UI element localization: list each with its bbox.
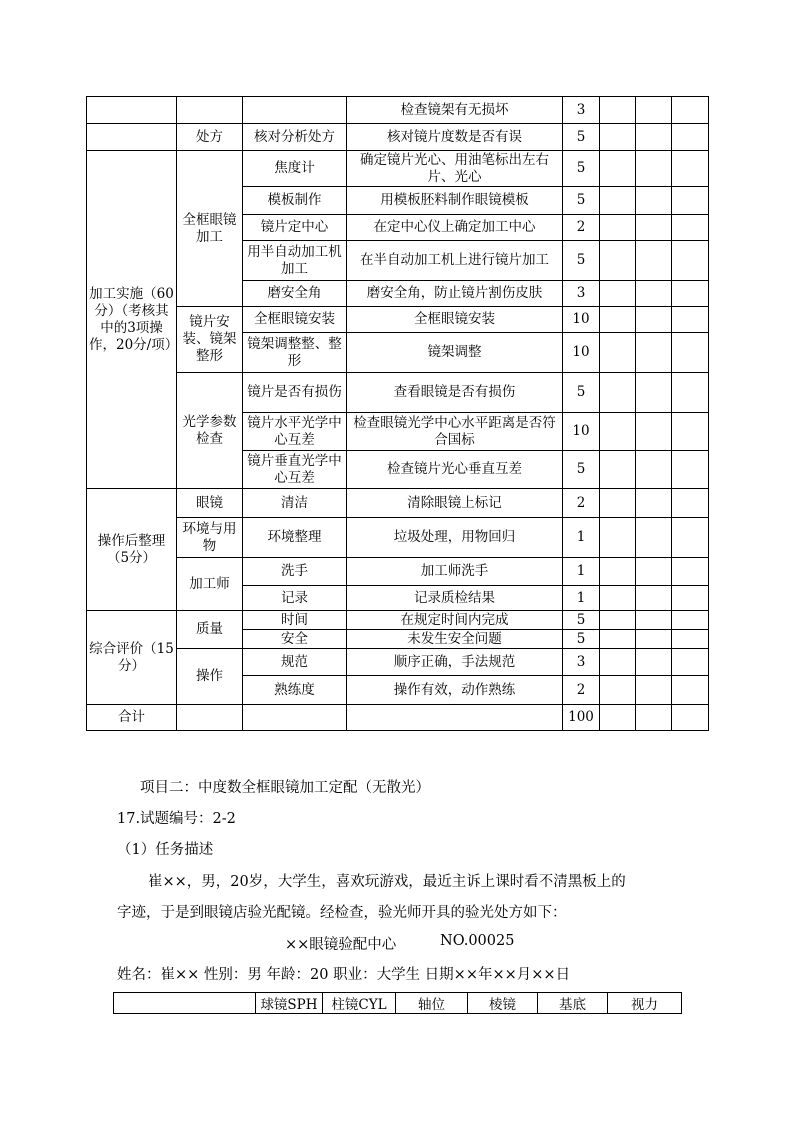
sub-cell: 眼镜 — [177, 489, 243, 518]
score-cell: 2 — [563, 489, 600, 518]
table-row — [87, 649, 709, 676]
op-cell: 洗手 — [243, 558, 347, 586]
center-name: ××眼镜验配中心 — [285, 937, 397, 953]
score-cell: 1 — [563, 586, 600, 611]
item-cell: 核对镜片度数是否有误 — [347, 124, 563, 151]
item-cell: 磨安全角，防止镜片割伤皮肤 — [347, 281, 563, 307]
table-row — [87, 558, 709, 586]
item-cell: 垃圾处理，用物回归 — [347, 518, 563, 558]
score-cell: 2 — [563, 676, 600, 705]
score-cell: 5 — [563, 611, 600, 630]
op-cell: 焦度计 — [243, 151, 347, 187]
header-cell: 柱镜CYL — [323, 993, 396, 1014]
score-cell: 5 — [563, 151, 600, 187]
task-heading: （1）任务描述 — [117, 842, 214, 858]
score-cell: 3 — [563, 97, 600, 124]
table-row — [87, 97, 709, 124]
score-table — [86, 96, 709, 731]
item-cell: 清除眼镜上标记 — [347, 489, 563, 518]
item-cell: 记录质检结果 — [347, 586, 563, 611]
op-cell: 记录 — [243, 586, 347, 611]
score-cell: 10 — [563, 333, 600, 373]
prescription-table — [113, 992, 682, 1014]
score-cell: 3 — [563, 281, 600, 307]
header-cell: 球镜SPH — [256, 993, 323, 1014]
table-row — [87, 373, 709, 413]
op-cell: 用半自动加工机加工 — [243, 241, 347, 281]
paragraph-line-1: 崔××，男，20岁，大学生，喜欢玩游戏，最近主诉上课时看不清黑板上的 — [148, 874, 626, 890]
table-row — [87, 518, 709, 558]
item-cell: 未发生安全问题 — [347, 630, 563, 649]
sub-cell: 镜片安装、镜架整形 — [177, 307, 243, 373]
table-row — [87, 307, 709, 333]
sub-cell: 环境与用物 — [177, 518, 243, 558]
item-cell: 在定中心仪上确定加工中心 — [347, 215, 563, 241]
op-cell: 熟练度 — [243, 676, 347, 705]
item-cell: 确定镜片光心、用油笔标出左右片、光心 — [347, 151, 563, 187]
header-cell — [114, 993, 256, 1014]
table-row — [87, 705, 709, 731]
item-cell: 检查镜片光心垂直互差 — [347, 451, 563, 489]
table-row — [87, 151, 709, 187]
score-cell: 5 — [563, 241, 600, 281]
section-label: 综合评价（15分） — [87, 611, 177, 705]
op-cell: 镜片垂直光学中心互差 — [243, 451, 347, 489]
item-cell: 加工师洗手 — [347, 558, 563, 586]
sub-cell: 全框眼镜加工 — [177, 151, 243, 307]
score-cell: 10 — [563, 307, 600, 333]
table-row — [87, 489, 709, 518]
sub-cell: 加工师 — [177, 558, 243, 611]
project-title: 项目二：中度数全框眼镜加工定配（无散光） — [140, 780, 430, 796]
item-cell: 查看眼镜是否有损伤 — [347, 373, 563, 413]
section-label: 加工实施（60分）（考核其中的3项操作，20分/项） — [87, 151, 177, 489]
op-cell: 环境整理 — [243, 518, 347, 558]
table-row — [87, 611, 709, 630]
op-cell: 镜架调整整、整形 — [243, 333, 347, 373]
score-cell: 5 — [563, 124, 600, 151]
op-cell: 镜片水平光学中心互差 — [243, 413, 347, 451]
op-cell: 模板制作 — [243, 187, 347, 215]
op-cell: 镜片定中心 — [243, 215, 347, 241]
score-cell: 2 — [563, 215, 600, 241]
item-cell: 在规定时间内完成 — [347, 611, 563, 630]
sub-cell: 操作 — [177, 649, 243, 705]
score-cell: 5 — [563, 451, 600, 489]
table-row — [114, 993, 682, 1014]
item-cell: 在半自动加工机上进行镜片加工 — [347, 241, 563, 281]
score-cell: 5 — [563, 373, 600, 413]
item-cell: 检查镜架有无损坏 — [347, 97, 563, 124]
op-cell: 安全 — [243, 630, 347, 649]
item-cell: 全框眼镜安装 — [347, 307, 563, 333]
op-cell: 镜片是否有损伤 — [243, 373, 347, 413]
op-cell: 清洁 — [243, 489, 347, 518]
item-cell: 检查眼镜光学中心水平距离是否符合国标 — [347, 413, 563, 451]
header-cell: 视力 — [608, 993, 682, 1014]
item-cell: 操作有效，动作熟练 — [347, 676, 563, 705]
op-cell: 核对分析处方 — [243, 124, 347, 151]
op-cell: 规范 — [243, 649, 347, 676]
score-cell: 1 — [563, 518, 600, 558]
paragraph-line-2: 字迹，于是到眼镜店验光配镜。经检查，验光师开具的验光处方如下： — [117, 905, 567, 921]
header-cell: 轴位 — [396, 993, 468, 1014]
score-cell: 10 — [563, 413, 600, 451]
item-number: 17.试题编号：2-2 — [117, 811, 236, 827]
op-cell: 时间 — [243, 611, 347, 630]
score-cell: 1 — [563, 558, 600, 586]
header-cell: 棱镜 — [468, 993, 538, 1014]
score-cell: 5 — [563, 187, 600, 215]
item-cell: 用模板胚料制作眼镜模板 — [347, 187, 563, 215]
record-number: NO.00025 — [440, 933, 515, 949]
sub-cell: 质量 — [177, 611, 243, 649]
total-label: 合计 — [87, 705, 177, 731]
op-cell: 全框眼镜安装 — [243, 307, 347, 333]
score-cell: 3 — [563, 649, 600, 676]
total-score: 100 — [563, 705, 600, 731]
op-cell: 磨安全角 — [243, 281, 347, 307]
table-row — [87, 124, 709, 151]
header-cell: 基底 — [538, 993, 608, 1014]
section-label: 操作后整理（5分） — [87, 489, 177, 611]
sub-cell: 处方 — [177, 124, 243, 151]
sub-cell: 光学参数检查 — [177, 373, 243, 489]
score-cell: 5 — [563, 630, 600, 649]
item-cell: 顺序正确，手法规范 — [347, 649, 563, 676]
item-cell: 镜架调整 — [347, 333, 563, 373]
patient-info: 姓名：崔×× 性别：男 年龄：20 职业：大学生 日期××年××月××日 — [117, 967, 571, 983]
